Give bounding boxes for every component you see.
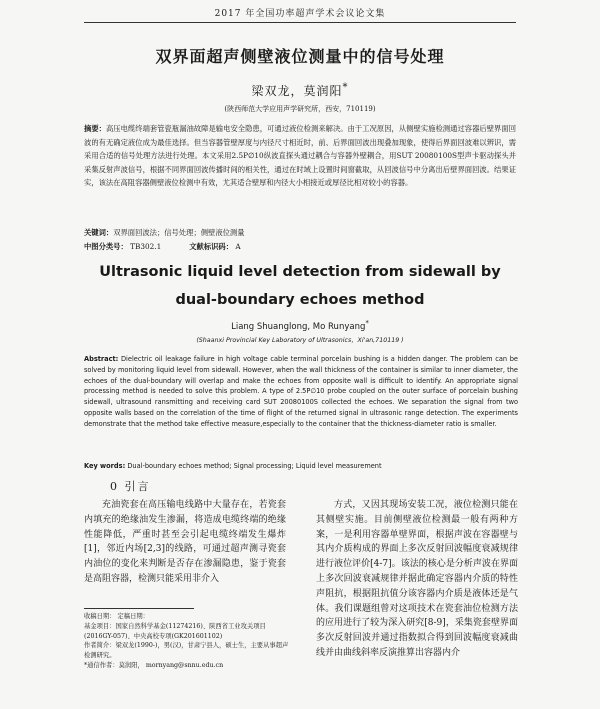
abstract-en-label: Abstract: [84, 355, 119, 363]
doc-code-label: 文献标识码： [189, 242, 234, 251]
title-en-line1: Ultrasonic liquid level detection from sidewall by [99, 264, 501, 280]
body-column-left: 充油瓷套在高压输电线路中大量存在，若瓷套内填充的绝缘油发生渗漏，将造成电缆终端的绝缘性能降低，严重时甚至会引起电缆终端发生爆炸[1]，邻近内场[2,3]的线路，可通过超声测寻瓷套内油位的变化来判断是否存在渗漏隐患，鉴于瓷套是高阻容器，检测只能采用非介入 [84, 500, 286, 584]
authors-cn-names: 梁双龙，莫润阳 [251, 84, 343, 98]
footnotes [84, 612, 294, 671]
affiliation-cn: (陕西师范大学应用声学研究所，西安，710119) [224, 105, 376, 113]
abstract-cn-text: 高压电缆终端套管瓷瓶漏油故障是输电安全隐患，可通过液位检测来解决。由于工况原因，从侧壁实施检测通过容器后壁界面回波的有无确定液位成为最佳选择。但当容器管壁厚度与内径尺寸相近时，前、后界面回波出现叠加现象，使得后界面回波难以辨识，需采用合适的信号处理方法进行处理。本文采用2.5P∅10纵波直探头通过耦合与容器外壁耦合，用SUT 20080100S型声卡驱动探头并采集反射声波信号，根据不同界面回波传播时间的相关性，通过在时域上设置时间窗截取，从回波信号中分离出后壁界面回波。结果证实，该法在高阻容器侧壁液位检测中有效，尤其适合壁厚和内径大小相接近或厚径比相对较小的容器。 [84, 124, 516, 187]
authors-en [0, 318, 600, 332]
keywords-cn [84, 228, 516, 238]
authors-cn [0, 82, 600, 99]
keywords-cn-text: 双界面回波法；信号处理；侧壁液位测量 [113, 228, 245, 237]
body-column-right: 方式，又因其现场安装工况，液位检测只能在其侧壁实施。目前侧壁液位检测最一般有两种方案，一是利用容器单壁界面，根据声波在容器壁与其内介质构成的界面上多次反射回波幅度衰减规律进行液位评价[4-7]。该法的核心是分析声波在界面上多次回波衰减规律并据此确定容器内介质的特性声阻抗，根据阻抗值分该容器内介质是液体还是气体。我们课题组曾对这项技术在瓷套油位检测方法的应用进行了较为深入研究[8-9]，采集瓷套壁界面多次反射回波并通过指数拟合得到回波幅度衰减曲线并由曲线斜率反演推算出容器内介 [316, 500, 518, 658]
header-rule [84, 22, 516, 23]
abstract-en-text: Dielectric oil leakage failure in high voltage cable terminal porcelain bushing is a hidden danger. The problem can be solved by monitoring liquid level from sidewall. However, when the wall thickness of the container is similar to inner diameter, the echoes of the dual-boundary will overlap and make the echoes from opposite wall is difficult to identify. An appropriate signal processing method is needed to solve this problem. A type of 2.5P∅10 probe coupled on the outer surface of porcelain bushing sidewall, ultrasound ransmitting and receiving card SUT 20080100S collected the echoes. We separation the signal from two opposite walls based on the correlation of the time of flight of the returned signal in ultrasonic range detection. The experiments demonstrate that the method take effective measure,especially to the container that the thickness-diameter ratio is smaller. [84, 355, 518, 428]
abstract-cn [84, 122, 516, 190]
class-label: 中图分类号： [84, 242, 128, 251]
corresponding-mark: * [342, 82, 349, 93]
keywords-en-text: Dual-boundary echoes method; Signal processing; Liquid level measurement [127, 462, 382, 470]
affiliation-en: (Shaanxi Provincial Key Laboratory of Ultrasonics，Xi'an,710119 ) [196, 337, 404, 344]
class-value: TB302.1 [130, 242, 162, 251]
keywords-cn-label: 关键词： [84, 228, 114, 237]
title-en [0, 258, 600, 314]
title-en-line2: dual-boundary echoes method [175, 292, 425, 308]
authors-en-names: Liang Shuanglong, Mo Runyang [231, 321, 366, 332]
footnote-author-bio: 作者简介：梁双龙(1990-)，男(汉)，甘肃宁县人，硕士生，主要从事超声检测研究。 [84, 642, 289, 660]
section-heading: 0 引言 [110, 480, 151, 493]
classification-line [84, 242, 516, 252]
corresponding-mark-en: * [365, 318, 369, 327]
keywords-en [84, 462, 518, 470]
footnote-dates: 收稿日期： 定稿日期： [84, 613, 149, 620]
footnote-rule [84, 608, 194, 609]
abstract-cn-label: 摘要： [84, 124, 106, 133]
footnote-contact: *通信作者：莫润阳， mornyang@snnu.edu.cn [84, 661, 224, 669]
keywords-en-label: Key words: [84, 462, 126, 470]
abstract-en [84, 354, 518, 430]
footnote-funding: 基金项目：国家自然科学基金(11274216)、陕西省工业攻关项目(2016GY-057)、中央高校专项(GK201601102) [84, 622, 266, 640]
doc-code-value: A [235, 242, 241, 251]
title-cn: 双界面超声侧壁液位测量中的信号处理 [155, 47, 445, 66]
running-head: 2017 年全国功率超声学术会议论文集 [214, 9, 386, 19]
